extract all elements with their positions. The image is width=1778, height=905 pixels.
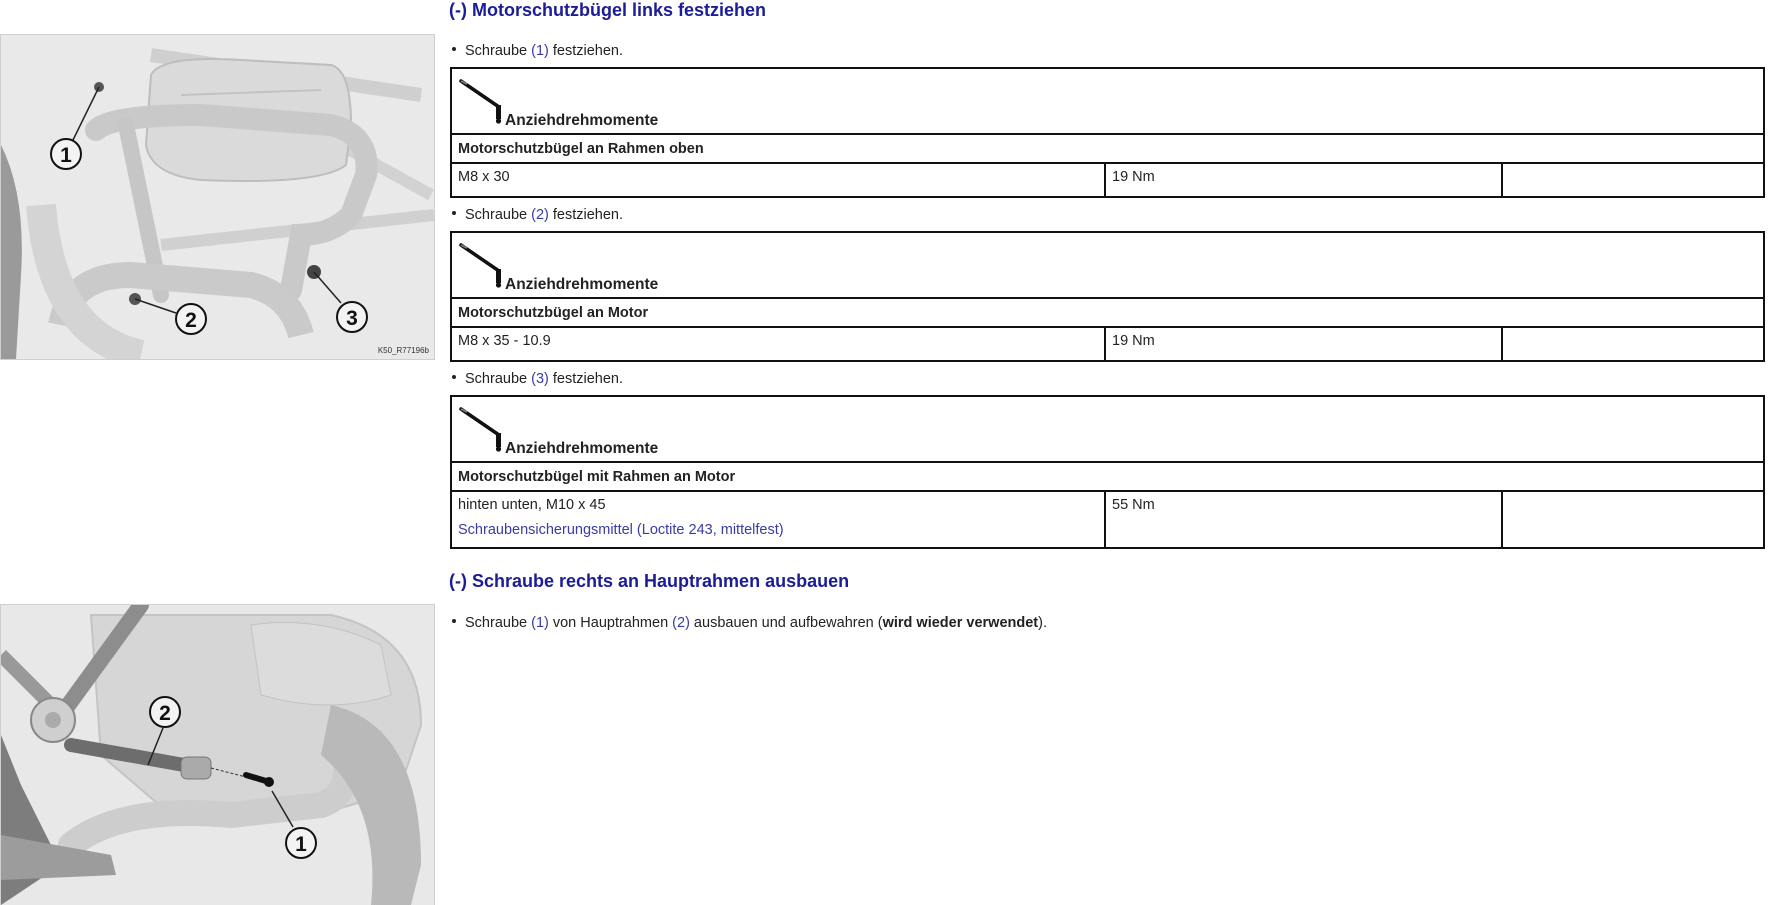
illustration-label: K50_R77196b bbox=[377, 346, 429, 355]
threadlocker-link[interactable]: Schraubensicherungsmittel (Loctite 243, mittelfest) bbox=[458, 522, 784, 538]
torque-spec: hinten unten, M10 x 45 Schraubensicherungsmittel (Loctite 243, mittelfest) bbox=[451, 491, 1105, 548]
engine-guard-drawing bbox=[1, 35, 434, 359]
illustration-main-frame-screw bbox=[0, 604, 435, 905]
torque-wrench-icon bbox=[459, 241, 507, 289]
svg-text:1: 1 bbox=[60, 144, 72, 167]
callout-3 bbox=[337, 302, 367, 332]
step-2: Schraube (2) festziehen. bbox=[452, 207, 623, 223]
bullet-icon bbox=[452, 375, 456, 379]
torque-note bbox=[1502, 491, 1764, 548]
torque-table-header: Anziehdrehmomente bbox=[451, 396, 1764, 462]
torque-wrench-icon bbox=[459, 77, 507, 125]
bullet-icon bbox=[452, 47, 456, 51]
torque-wrench-icon bbox=[459, 405, 507, 453]
torque-note bbox=[1502, 327, 1764, 361]
step-remove-screw: Schraube (1) von Hauptrahmen (2) ausbauen und aufbewahren (wird wieder verwendet). bbox=[452, 615, 1047, 631]
ref-link-2[interactable]: (2) bbox=[672, 615, 690, 631]
ref-link-2[interactable]: (2) bbox=[531, 207, 549, 223]
step-3: Schraube (3) festziehen. bbox=[452, 371, 623, 387]
ref-link-1[interactable]: (1) bbox=[531, 615, 549, 631]
ref-link-3[interactable]: (3) bbox=[531, 371, 549, 387]
torque-note bbox=[1502, 163, 1764, 197]
torque-table-3 bbox=[450, 395, 1765, 549]
torque-table-title: Motorschutzbügel an Motor bbox=[451, 298, 1764, 327]
torque-table-title: Motorschutzbügel an Rahmen oben bbox=[451, 134, 1764, 163]
section-heading-motorschutzbuegel-festziehen[interactable]: (-) Motorschutzbügel links festziehen bbox=[449, 0, 767, 20]
svg-text:1: 1 bbox=[295, 833, 307, 856]
torque-table-2 bbox=[450, 231, 1765, 362]
torque-table-1 bbox=[450, 67, 1765, 198]
main-frame-drawing bbox=[1, 605, 434, 905]
section-heading-schraube-ausbauen[interactable]: (-) Schraube rechts an Hauptrahmen ausbauen bbox=[449, 571, 850, 591]
svg-text:3: 3 bbox=[346, 307, 358, 330]
bullet-icon bbox=[452, 619, 456, 623]
torque-value: 55 Nm bbox=[1105, 491, 1502, 548]
step-1: Schraube (1) festziehen. bbox=[452, 43, 623, 59]
torque-value: 19 Nm bbox=[1105, 163, 1502, 197]
torque-table-header: Anziehdrehmomente bbox=[451, 68, 1764, 134]
torque-table-title: Motorschutzbügel mit Rahmen an Motor bbox=[451, 462, 1764, 491]
svg-text:2: 2 bbox=[185, 309, 197, 332]
ref-link-1[interactable]: (1) bbox=[531, 43, 549, 59]
illustration-engine-guard-left bbox=[0, 34, 435, 360]
svg-text:2: 2 bbox=[159, 702, 171, 725]
callout-2 bbox=[150, 697, 180, 727]
bullet-icon bbox=[452, 211, 456, 215]
callout-2 bbox=[176, 304, 206, 334]
torque-spec: M8 x 35 - 10.9 bbox=[451, 327, 1105, 361]
callout-1 bbox=[51, 139, 81, 169]
torque-spec: M8 x 30 bbox=[451, 163, 1105, 197]
callout-1 bbox=[286, 828, 316, 858]
torque-value: 19 Nm bbox=[1105, 327, 1502, 361]
torque-table-header: Anziehdrehmomente bbox=[451, 232, 1764, 298]
